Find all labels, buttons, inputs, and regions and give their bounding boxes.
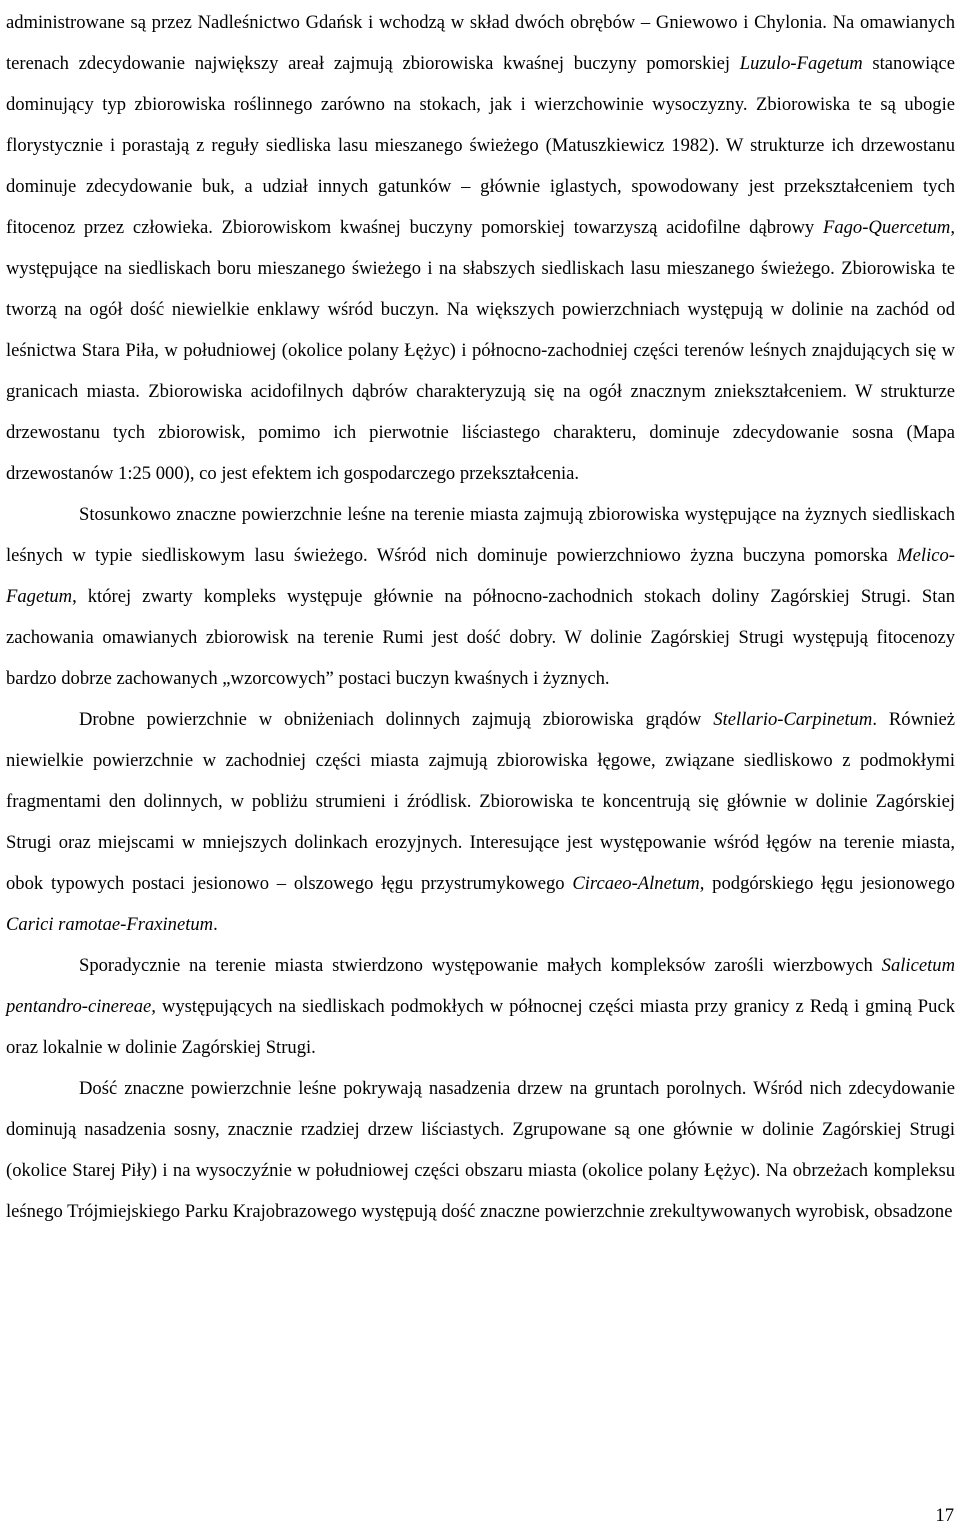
latin-name: Fago-Quercetum, <box>822 217 955 238</box>
text-run: , podgórskiego łęgu jesionowego <box>699 873 955 894</box>
latin-name: Salicetum pentandro-cinereae, <box>6 955 955 1017</box>
latin-name: Carici ramotae-Fraxinetum <box>6 914 214 935</box>
paragraph-2 <box>6 494 955 699</box>
paragraph-3 <box>6 699 955 945</box>
text-run: . Również niewielkie powierzchnie w zachodniej części miasta zajmują zbiorowiska łęgowe, związane siedliskowo z podmokłymi fragmentami den dolinnych, w pobliżu strumieni i źródlisk. Zbiorowiska te koncentrują się głównie w dolinie Zagórskiej Strugi oraz miejscami w mniejszych dolinkach erozyjnych. Interesujące jest występowanie wśród łęgów na terenie miasta, obok typowych postaci jesionowo – olszowego łęgu przystrumykowego <box>6 709 955 894</box>
text-run: Dość znaczne powierzchnie leśne pokrywają nasadzenia drzew na gruntach porolnych. Wśród nich zdecydowanie dominują nasadzenia sosny, znacznie rzadziej drzew liściastych. Zgrupowane są one głównie w dolinie Zagórskiej Strugi (okolice Starej Piły) i na wysoczyźnie w południowej części obszaru miasta (okolice polany Łężyc). Na obrzeżach kompleksu leśnego Trójmiejskiego Parku Krajobrazowego występują dość znaczne powierzchnie zrekultywowanych wyrobisk, obsadzone <box>6 1078 955 1222</box>
paragraph-5 <box>6 1068 955 1232</box>
paragraph-4 <box>6 945 955 1068</box>
text-run: stanowiące dominujący typ zbiorowiska roślinnego zarówno na stokach, jak i wierzchowinie wysoczyzny. Zbiorowiska te są ubogie florystycznie i porastają z reguły siedliska lasu mieszanego świeżego (Matuszkiewicz 1982). W strukturze ich drzewostanu dominuje zdecydowanie buk, a udział innych gatunków – głównie iglastych, spowodowany jest przekształceniem tych fitocenoz przez człowieka. Zbiorowiskom kwaśnej buczyny pomorskiej towarzyszą acidofilne dąbrowy <box>6 53 955 238</box>
latin-name: Circaeo-Alnetum <box>572 873 700 894</box>
text-run: występujących na siedliskach podmokłych w północnej części miasta przy granicy z Redą i gminą Puck oraz lokalnie w dolinie Zagórskiej Strugi. <box>6 996 955 1058</box>
paragraph-1 <box>6 2 955 494</box>
text-run: , której zwarty kompleks występuje głównie na północno-zachodnich stokach doliny Zagórskiej Strugi. Stan zachowania omawianych zbiorowisk na terenie Rumi jest dość dobry. W dolinie Zagórskiej Strugi występują fitocenozy bardzo dobrze zachowanych „wzorcowych” postaci buczyn kwaśnych i żyznych. <box>6 586 955 689</box>
latin-name: Luzulo-Fagetum <box>739 53 863 74</box>
text-run: Drobne powierzchnie w obniżeniach dolinnych zajmują zbiorowiska grądów <box>79 709 714 730</box>
page-number: 17 <box>935 1505 954 1526</box>
document-page <box>6 2 955 1232</box>
text-run: administrowane są przez Nadleśnictwo Gdańsk i wchodzą w skład dwóch obrębów – Gniewowo i Chylonia. Na omawianych terenach zdecydowanie największy areał zajmują zbiorowiska kwaśnej buczyny pomorskiej <box>6 12 955 74</box>
text-run: Stosunkowo znaczne powierzchnie leśne na terenie miasta zajmują zbiorowiska występujące na żyznych siedliskach leśnych w typie siedliskowym lasu świeżego. Wśród nich dominuje powierzchniowo żyzna buczyna pomorska <box>6 504 955 566</box>
latin-name: Melico-Fagetum <box>6 545 955 607</box>
text-run: występujące na siedliskach boru mieszanego świeżego i na słabszych siedliskach lasu mieszanego świeżego. Zbiorowiska te tworzą na ogół dość niewielkie enklawy wśród buczyn. Na większych powierzchniach występują w dolinie na zachód od leśnictwa Stara Piła, w południowej (okolice polany Łężyc) i północno-zachodniej części terenów leśnych znajdujących się w granicach miasta. Zbiorowiska acidofilnych dąbrów charakteryzują się na ogół znacznym zniekształceniem. W strukturze drzewostanu tych zbiorowisk, pomimo ich pierwotnie liściastego charakteru, dominuje zdecydowanie sosna (Mapa drzewostanów 1:25 000), co jest efektem ich gospodarczego przekształcenia. <box>6 258 955 484</box>
text-run: Sporadycznie na terenie miasta stwierdzono występowanie małych kompleksów zarośli wierzbowych <box>79 955 882 976</box>
latin-name: Stellario-Carpinetum <box>713 709 873 730</box>
text-run: . <box>213 914 218 935</box>
